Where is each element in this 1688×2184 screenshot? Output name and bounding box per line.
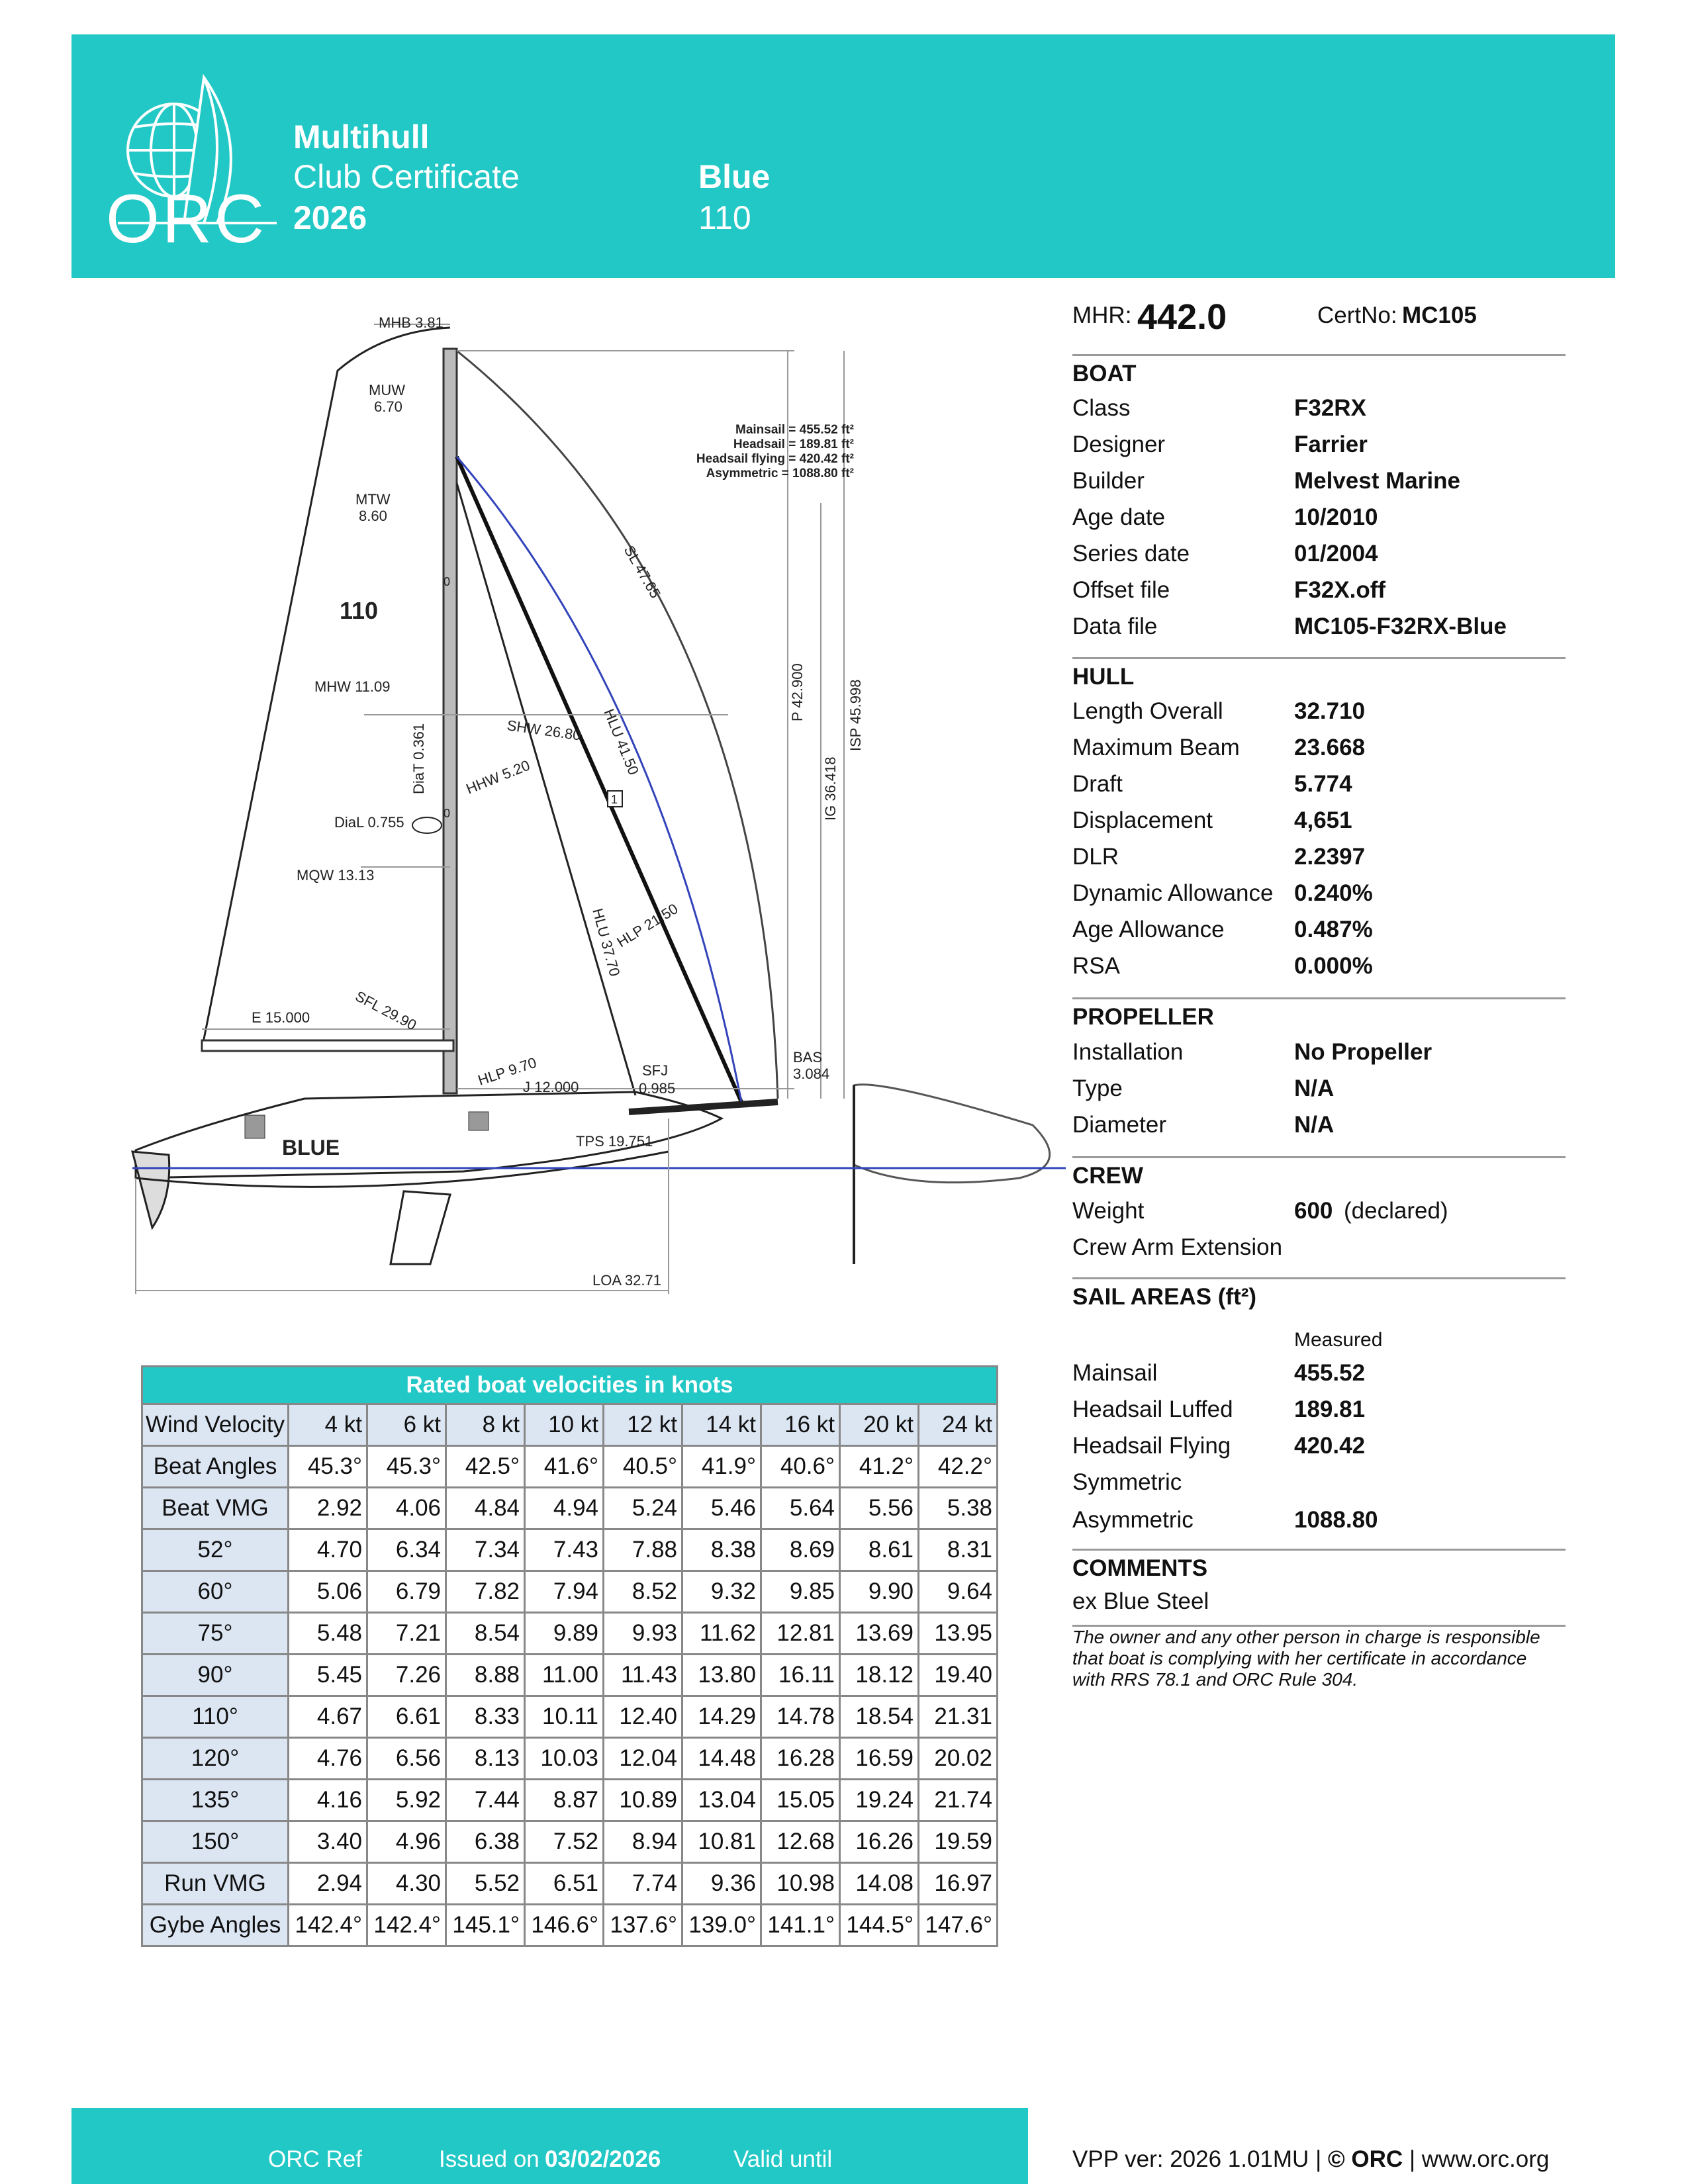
label-box: 1	[611, 793, 618, 806]
velocity-table-caption: Rated boat velocities in knots	[142, 1367, 998, 1404]
velocity-table-row	[142, 1780, 998, 1821]
boat-row-label: Class	[1072, 395, 1131, 421]
velocity-cell: 13.04	[682, 1780, 761, 1821]
velocity-cell: 5.06	[289, 1571, 367, 1613]
mast	[444, 349, 457, 1093]
velocity-cell: 7.82	[446, 1571, 525, 1613]
velocity-cell: 146.6°	[525, 1905, 604, 1946]
velocity-cell: 139.0°	[682, 1905, 761, 1946]
header-label-cell: Wind Velocity	[142, 1404, 289, 1446]
velocity-cell: 4.67	[289, 1696, 367, 1738]
velocity-cell: 9.85	[761, 1571, 840, 1613]
sail-area-row-label: Symmetric	[1072, 1469, 1182, 1495]
velocity-cell: 19.40	[919, 1655, 998, 1696]
footer-orc-ref: ORC Ref	[268, 2146, 362, 2172]
velocity-cell: 6.56	[367, 1738, 446, 1780]
boat-row-label: Data file	[1072, 614, 1158, 639]
disclaimer	[1072, 1627, 1540, 1690]
sail-area-row-value: 189.81	[1294, 1396, 1366, 1422]
boat-row-value: Farrier	[1294, 432, 1368, 457]
velocity-cell: 141.1°	[761, 1905, 840, 1946]
velocity-cell: 5.92	[367, 1780, 446, 1821]
orc-logo-text: ORC	[106, 181, 267, 257]
velocity-cell: 10.03	[525, 1738, 604, 1780]
velocity-cell: 2.94	[289, 1863, 367, 1905]
velocity-cell: 15.05	[761, 1780, 840, 1821]
propeller-row-value: No Propeller	[1294, 1039, 1432, 1065]
velocity-cell: 14.48	[682, 1738, 761, 1780]
divider	[1072, 657, 1566, 659]
velocity-cell: 7.74	[604, 1863, 682, 1905]
velocity-cell: 13.69	[840, 1613, 919, 1655]
hull-name: BLUE	[282, 1136, 340, 1160]
velocity-table-row	[142, 1696, 998, 1738]
velocity-cell: 10.11	[525, 1696, 604, 1738]
velocity-cell: 8.33	[446, 1696, 525, 1738]
label-bas-value: 3.084	[793, 1066, 830, 1082]
row-label-cell: 110°	[142, 1696, 289, 1738]
row-label-cell: 60°	[142, 1571, 289, 1613]
section-propeller-title: PROPELLER	[1072, 1004, 1214, 1030]
velocity-cell: 7.21	[367, 1613, 446, 1655]
velocity-cell: 2.92	[289, 1488, 367, 1529]
velocity-cell: 7.88	[604, 1529, 682, 1571]
row-label-cell: 90°	[142, 1655, 289, 1696]
header-wind-cell: 14 kt	[682, 1404, 761, 1446]
label-ig: IG 36.418	[822, 756, 839, 821]
hull-row-value: 0.487%	[1294, 917, 1373, 942]
velocity-table-row	[142, 1613, 998, 1655]
sail-area-row-value: 455.52	[1294, 1360, 1366, 1386]
boat-row-value: Melvest Marine	[1294, 468, 1460, 494]
label-tps: TPS 19.751	[576, 1133, 653, 1150]
label-sfl: SFL 29.90	[352, 987, 420, 1034]
velocity-cell: 12.68	[761, 1821, 840, 1863]
label-hlu-2: HLU 37.70	[589, 906, 624, 978]
footer-valid-label: Valid until	[733, 2146, 833, 2172]
sail-area-row-label: Headsail Flying	[1072, 1433, 1231, 1459]
hull-row-value: 5.774	[1294, 771, 1352, 797]
hull-bottom	[136, 1152, 669, 1187]
boat-row-value: 10/2010	[1294, 504, 1378, 530]
velocity-cell: 8.87	[525, 1780, 604, 1821]
velocity-cell: 41.2°	[840, 1446, 919, 1488]
velocity-cell: 12.04	[604, 1738, 682, 1780]
boat-name: Blue	[698, 158, 771, 195]
label-zero: 0	[444, 575, 451, 588]
certno-value: MC105	[1402, 302, 1477, 328]
velocity-cell: 12.81	[761, 1613, 840, 1655]
velocity-cell: 5.64	[761, 1488, 840, 1529]
velocity-cell: 40.6°	[761, 1446, 840, 1488]
row-label-cell: Gybe Angles	[142, 1905, 289, 1946]
footer-issued-label: Issued on	[439, 2146, 539, 2172]
certno-label: CertNo:	[1317, 302, 1397, 328]
sail-area-row-label: Mainsail	[1072, 1360, 1158, 1386]
velocity-cell: 11.62	[682, 1613, 761, 1655]
footer-vpp	[1072, 2146, 1549, 2173]
disclaimer-line: with RRS 78.1 and ORC Rule 304.	[1072, 1669, 1358, 1690]
velocity-cell: 9.36	[682, 1863, 761, 1905]
velocity-cell: 145.1°	[446, 1905, 525, 1946]
disclaimer-line: that boat is complying with her certificate in accordance	[1072, 1648, 1527, 1668]
sail-area-row-label: Headsail Luffed	[1072, 1396, 1233, 1422]
label-bas: BAS	[793, 1049, 823, 1066]
label-j: J 12.000	[523, 1079, 579, 1095]
velocity-cell: 19.59	[919, 1821, 998, 1863]
label-mtw-value: 8.60	[359, 508, 387, 524]
velocity-cell: 42.5°	[446, 1446, 525, 1488]
divider	[1072, 354, 1566, 356]
row-label-cell: Beat VMG	[142, 1488, 289, 1529]
velocity-cell: 21.31	[919, 1696, 998, 1738]
header-wind-cell: 24 kt	[919, 1404, 998, 1446]
velocity-table-row	[142, 1738, 998, 1780]
label-hlp-1: HLP 21.50	[614, 900, 681, 951]
velocity-cell: 8.69	[761, 1529, 840, 1571]
row-label-cell: 120°	[142, 1738, 289, 1780]
dia-section	[412, 817, 442, 833]
winch-icon	[469, 1112, 489, 1130]
crew-weight-value: 600	[1294, 1198, 1333, 1224]
boat-row-value: F32RX	[1294, 395, 1366, 421]
boat-row-value: MC105-F32RX-Blue	[1294, 614, 1507, 639]
velocity-cell: 16.97	[919, 1863, 998, 1905]
label-sfj-value: 0.985	[639, 1080, 676, 1097]
divider	[1072, 1549, 1566, 1551]
velocity-cell: 14.78	[761, 1696, 840, 1738]
hull-row-value: 0.240%	[1294, 880, 1373, 906]
velocity-cell: 40.5°	[604, 1446, 682, 1488]
section-sail-areas-title: SAIL AREAS (ft²)	[1072, 1284, 1257, 1310]
row-label-cell: 135°	[142, 1780, 289, 1821]
velocity-cell: 14.08	[840, 1863, 919, 1905]
velocity-cell: 4.76	[289, 1738, 367, 1780]
header-wind-cell: 6 kt	[367, 1404, 446, 1446]
velocity-cell: 7.44	[446, 1780, 525, 1821]
label-hlu-1: HLU 41.50	[600, 706, 642, 778]
sail-area-headsail-flying: Headsail flying = 420.42 ft²	[696, 452, 854, 466]
velocity-cell: 4.30	[367, 1863, 446, 1905]
velocity-cell: 12.40	[604, 1696, 682, 1738]
footer-website[interactable]: www.orc.org	[1421, 2146, 1550, 2172]
velocity-cell: 147.6°	[919, 1905, 998, 1946]
sail-area-mainsail: Mainsail = 455.52 ft²	[735, 423, 854, 437]
velocity-table-row	[142, 1863, 998, 1905]
velocity-cell: 16.28	[761, 1738, 840, 1780]
mhr-value: 442.0	[1137, 297, 1227, 337]
velocity-cell: 9.64	[919, 1571, 998, 1613]
boom	[202, 1040, 453, 1051]
header-wind-cell: 16 kt	[761, 1404, 840, 1446]
footer-copyright: © ORC	[1327, 2146, 1403, 2172]
label-mqw: MQW 13.13	[297, 867, 375, 884]
velocity-cell: 9.93	[604, 1613, 682, 1655]
velocity-cell: 7.94	[525, 1571, 604, 1613]
winch-icon	[245, 1115, 265, 1138]
boat-row-label: Age date	[1072, 504, 1166, 530]
velocity-cell: 11.43	[604, 1655, 682, 1696]
header-wind-cell: 4 kt	[289, 1404, 367, 1446]
propeller-row-label: Type	[1072, 1075, 1123, 1101]
hull-row-value: 0.000%	[1294, 953, 1373, 979]
velocity-cell: 16.11	[761, 1655, 840, 1696]
velocity-cell: 18.54	[840, 1696, 919, 1738]
footer-vpp-version: VPP ver: 2026 1.01MU	[1072, 2146, 1309, 2172]
sail-area-row-value: 1088.80	[1294, 1507, 1378, 1533]
velocity-cell: 7.26	[367, 1655, 446, 1696]
divider	[1072, 997, 1566, 999]
velocity-cell: 19.24	[840, 1780, 919, 1821]
section-hull-title: HULL	[1072, 664, 1135, 690]
hull-row-label: Length Overall	[1072, 698, 1223, 724]
velocity-cell: 4.06	[367, 1488, 446, 1529]
label-muw-value: 6.70	[374, 398, 402, 415]
velocity-cell: 5.45	[289, 1655, 367, 1696]
disclaimer-line: The owner and any other person in charge is responsible	[1072, 1627, 1540, 1647]
velocity-cell: 144.5°	[840, 1905, 919, 1946]
velocity-cell: 4.96	[367, 1821, 446, 1863]
propeller-row-label: Installation	[1072, 1039, 1184, 1065]
velocity-cell: 4.84	[446, 1488, 525, 1529]
velocity-cell: 42.2°	[919, 1446, 998, 1488]
label-sl: SL 47.65	[620, 543, 664, 602]
velocity-cell: 8.52	[604, 1571, 682, 1613]
hull-row-value: 4,651	[1294, 807, 1352, 833]
hull-row-label: Dynamic Allowance	[1072, 880, 1274, 906]
velocity-table-header-row	[142, 1404, 998, 1446]
label-e: E 15.000	[252, 1009, 310, 1026]
velocity-cell: 10.89	[604, 1780, 682, 1821]
footer-issued-date: 03/02/2026	[545, 2146, 661, 2172]
section-boat-title: BOAT	[1072, 361, 1137, 387]
velocity-cell: 10.81	[682, 1821, 761, 1863]
velocity-cell: 5.46	[682, 1488, 761, 1529]
header-wind-cell: 12 kt	[604, 1404, 682, 1446]
crew-arm-label: Crew Arm Extension	[1072, 1234, 1283, 1260]
sail-plan-drawing	[113, 304, 1079, 1310]
velocity-cell: 45.3°	[289, 1446, 367, 1488]
velocity-table-row	[142, 1446, 998, 1488]
label-mhw: MHW 11.09	[314, 678, 391, 695]
boat-row-value: 01/2004	[1294, 541, 1378, 567]
label-hlp-2: HLP 9.70	[475, 1054, 539, 1089]
label-zero: 0	[444, 807, 451, 820]
velocity-cell: 8.54	[446, 1613, 525, 1655]
velocity-table-row	[142, 1529, 998, 1571]
velocity-cell: 9.89	[525, 1613, 604, 1655]
velocity-cell: 45.3°	[367, 1446, 446, 1488]
hull-row-label: Age Allowance	[1072, 917, 1225, 942]
label-loa: LOA 32.71	[592, 1272, 661, 1289]
propeller-row-value: N/A	[1294, 1075, 1335, 1101]
comments-text: ex Blue Steel	[1072, 1588, 1209, 1614]
velocity-cell: 6.34	[367, 1529, 446, 1571]
hull-row-value: 32.710	[1294, 698, 1366, 724]
velocity-cell: 7.52	[525, 1821, 604, 1863]
velocity-cell: 8.31	[919, 1529, 998, 1571]
velocity-cell: 5.52	[446, 1863, 525, 1905]
row-label-cell: 52°	[142, 1529, 289, 1571]
divider	[1072, 1277, 1566, 1279]
label-isp: ISP 45.998	[847, 679, 864, 751]
velocity-cell: 4.16	[289, 1780, 367, 1821]
sail-area-row-label: Asymmetric	[1072, 1507, 1194, 1533]
label-muw: MUW	[369, 382, 405, 398]
row-label-cell: Run VMG	[142, 1863, 289, 1905]
label-shw: SHW 26.80	[506, 717, 583, 744]
crew-weight-note: (declared)	[1344, 1198, 1448, 1224]
cert-year: 2026	[293, 199, 367, 236]
hull-row-label: RSA	[1072, 953, 1120, 979]
label-p: P 42.900	[789, 663, 806, 721]
header-wind-cell: 8 kt	[446, 1404, 525, 1446]
label-diat: DiaT 0.361	[410, 723, 427, 794]
velocity-cell: 5.38	[919, 1488, 998, 1529]
cert-type: Multihull	[293, 118, 430, 156]
crew-weight-label: Weight	[1072, 1198, 1145, 1224]
cert-kind: Club Certificate	[293, 158, 520, 195]
label-mtw: MTW	[355, 491, 391, 508]
velocity-cell: 9.32	[682, 1571, 761, 1613]
velocity-cell: 8.38	[682, 1529, 761, 1571]
footer-separator: |	[1315, 2146, 1322, 2172]
velocity-cell: 41.6°	[525, 1446, 604, 1488]
velocity-cell: 11.00	[525, 1655, 604, 1696]
label-sfj: SFJ	[642, 1062, 669, 1079]
sail-area-headsail: Headsail = 189.81 ft²	[733, 437, 854, 451]
hull-row-label: DLR	[1072, 844, 1119, 870]
boat-row-label: Offset file	[1072, 577, 1170, 603]
boat-row-value: F32X.off	[1294, 577, 1386, 603]
velocity-cell: 142.4°	[289, 1905, 367, 1946]
label-mhb: MHB 3.81	[379, 314, 444, 331]
daggerboard	[391, 1191, 450, 1264]
divider	[1072, 1156, 1566, 1158]
velocity-cell: 8.94	[604, 1821, 682, 1863]
velocity-table-row	[142, 1821, 998, 1863]
sail-area-row-value: 420.42	[1294, 1433, 1366, 1459]
velocity-cell: 5.56	[840, 1488, 919, 1529]
footer-separator: |	[1409, 2146, 1416, 2172]
velocity-cell: 5.48	[289, 1613, 367, 1655]
velocity-cell: 20.02	[919, 1738, 998, 1780]
velocity-cell: 16.59	[840, 1738, 919, 1780]
hull-row-label: Draft	[1072, 771, 1123, 797]
velocity-cell: 41.9°	[682, 1446, 761, 1488]
velocity-cell: 13.80	[682, 1655, 761, 1696]
row-label-cell: 75°	[142, 1613, 289, 1655]
section-comments-title: COMMENTS	[1072, 1555, 1208, 1581]
sail-areas-col-header: Measured	[1294, 1329, 1383, 1351]
sail-area-asymmetric: Asymmetric = 1088.80 ft²	[706, 467, 854, 480]
velocity-cell: 4.70	[289, 1529, 367, 1571]
boat-row-label: Series date	[1072, 541, 1190, 567]
velocity-cell: 13.95	[919, 1613, 998, 1655]
label-dial: DiaL 0.755	[334, 814, 404, 831]
velocity-cell: 9.90	[840, 1571, 919, 1613]
velocity-cell: 6.51	[525, 1863, 604, 1905]
velocity-cell: 3.40	[289, 1821, 367, 1863]
velocity-cell: 142.4°	[367, 1905, 446, 1946]
label-hhw: HHW 5.20	[463, 756, 532, 797]
velocity-table-row	[142, 1655, 998, 1696]
hull-row-label: Displacement	[1072, 807, 1213, 833]
sail-number: 110	[698, 199, 751, 236]
velocity-cell: 6.61	[367, 1696, 446, 1738]
hull-row-value: 23.668	[1294, 735, 1366, 760]
velocity-cell: 137.6°	[604, 1905, 682, 1946]
velocity-cell: 7.43	[525, 1529, 604, 1571]
section-crew-title: CREW	[1072, 1163, 1143, 1189]
velocity-cell: 10.98	[761, 1863, 840, 1905]
row-label-cell: 150°	[142, 1821, 289, 1863]
boat-row-label: Designer	[1072, 432, 1166, 457]
velocity-cell: 8.13	[446, 1738, 525, 1780]
velocity-cell: 8.61	[840, 1529, 919, 1571]
header-wind-cell: 20 kt	[840, 1404, 919, 1446]
velocity-table-row	[142, 1905, 998, 1946]
propeller-row-label: Diameter	[1072, 1112, 1166, 1138]
drawing-sail-number: 110	[340, 597, 379, 624]
rudder	[132, 1152, 169, 1228]
velocity-cell: 21.74	[919, 1780, 998, 1821]
velocity-cell: 18.12	[840, 1655, 919, 1696]
velocity-cell: 6.38	[446, 1821, 525, 1863]
velocity-cell: 5.24	[604, 1488, 682, 1529]
propeller-row-value: N/A	[1294, 1112, 1335, 1138]
velocity-cell: 16.26	[840, 1821, 919, 1863]
velocity-table-row	[142, 1571, 998, 1613]
velocity-table-row	[142, 1488, 998, 1529]
header-wind-cell: 10 kt	[525, 1404, 604, 1446]
boat-row-label: Builder	[1072, 468, 1145, 494]
hull-row-value: 2.2397	[1294, 844, 1366, 870]
velocity-table	[141, 1365, 998, 1947]
hull-row-label: Maximum Beam	[1072, 735, 1240, 760]
row-label-cell: Beat Angles	[142, 1446, 289, 1488]
mhr-label: MHR:	[1072, 302, 1132, 328]
velocity-cell: 4.94	[525, 1488, 604, 1529]
velocity-cell: 8.88	[446, 1655, 525, 1696]
velocity-cell: 7.34	[446, 1529, 525, 1571]
velocity-cell: 6.79	[367, 1571, 446, 1613]
velocity-cell: 14.29	[682, 1696, 761, 1738]
